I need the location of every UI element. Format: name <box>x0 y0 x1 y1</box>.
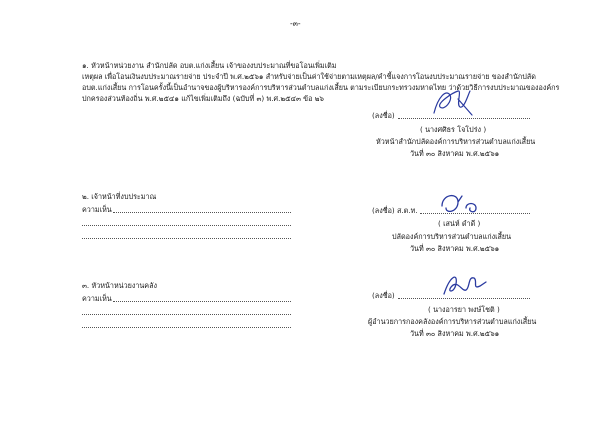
section2-title: ๒. เจ้าหน้าที่งบประมาณ <box>82 192 157 201</box>
signature-3 <box>440 270 490 300</box>
signer3-sign-label: (ลงชื่อ) <box>372 291 395 300</box>
signer1-sign-label: (ลงชื่อ) <box>372 111 395 120</box>
section2-opinion-line-3[interactable] <box>82 238 291 239</box>
section2-opinion-line-1[interactable] <box>113 212 291 213</box>
signer3-signature-line <box>398 298 530 299</box>
signature-1 <box>428 85 478 120</box>
signer1-position: หัวหน้าสำนักปลัดองค์การบริหารส่วนตำบลแก่งเสี้ยน <box>376 137 536 146</box>
signer1-date: วันที่ ๓๐ สิงหาคม พ.ศ.๒๕๖๑ <box>410 149 500 158</box>
section1-line3: อบต.แก่งเสี้ยน การโอนครั้งนี้เป็นอำนาจของผู้บริหารองค์การบริหารส่วนตำบลแก่งเสี้ยน ตามระเบียบกระทรวงมหาดไทย ว่าด้วยวิธีการงบประมาณขององค์กร <box>82 83 560 92</box>
section3-opinion-line-1[interactable] <box>113 301 291 302</box>
signer2-signature-line <box>420 213 530 214</box>
section1-line2: เหตุผล เพื่อโอนเงินงบประมาณรายจ่าย ประจำปี พ.ศ.๒๕๖๑ สำหรับจ่ายเป็นค่าใช้จ่ายตามเหตุผล/คำชี้แจงการโอนงบประมาณรายจ่าย ของสำนักปลัด <box>82 72 536 81</box>
signer3-name: ( นางอารยา พงษ์โชติ ) <box>428 305 500 314</box>
section1-line1: ๑. หัวหน้าหน่วยงาน สำนักปลัด อบต.แก่งเสี้ยน เจ้าของงบประมาณที่ขอโอนเพิ่มเติม <box>82 61 337 70</box>
signer2-position: ปลัดองค์การบริหารส่วนตำบลแก่งเสี้ยน <box>392 232 512 241</box>
signer1-signature-line <box>398 118 530 119</box>
section3-title: ๓. หัวหน้าหน่วยงานคลัง <box>82 281 158 290</box>
signer2-date: วันที่ ๓๐ สิงหาคม พ.ศ.๒๕๖๑ <box>410 244 500 253</box>
signer3-date: วันที่ ๓๐ สิงหาคม พ.ศ.๒๕๖๑ <box>410 329 500 338</box>
section3-opinion-line-3[interactable] <box>82 327 291 328</box>
section3-opinion-label: ความเห็น <box>82 294 112 303</box>
section3-opinion-line-2[interactable] <box>82 314 291 315</box>
signer2-sign-label: (ลงชื่อ) ส.ต.ท. <box>372 206 418 215</box>
section2-opinion-label: ความเห็น <box>82 205 112 214</box>
signer1-name: ( นางศศิธร โจโปร่ง ) <box>420 125 487 134</box>
section2-opinion-line-2[interactable] <box>82 225 291 226</box>
signer2-name: ( เสน่ห์ ดำดี ) <box>438 219 481 228</box>
signer3-position: ผู้อำนวยการกองคลังองค์การบริหารส่วนตำบลแก่งเสี้ยน <box>368 317 537 326</box>
page-number: -๓- <box>290 19 301 28</box>
section1-line4: ปกครองส่วนท้องถิ่น พ.ศ.๒๕๔๑ แก้ไขเพิ่มเติมถึง (ฉบับที่ ๓) พ.ศ.๒๕๔๓ ข้อ ๒๖ <box>82 94 324 103</box>
